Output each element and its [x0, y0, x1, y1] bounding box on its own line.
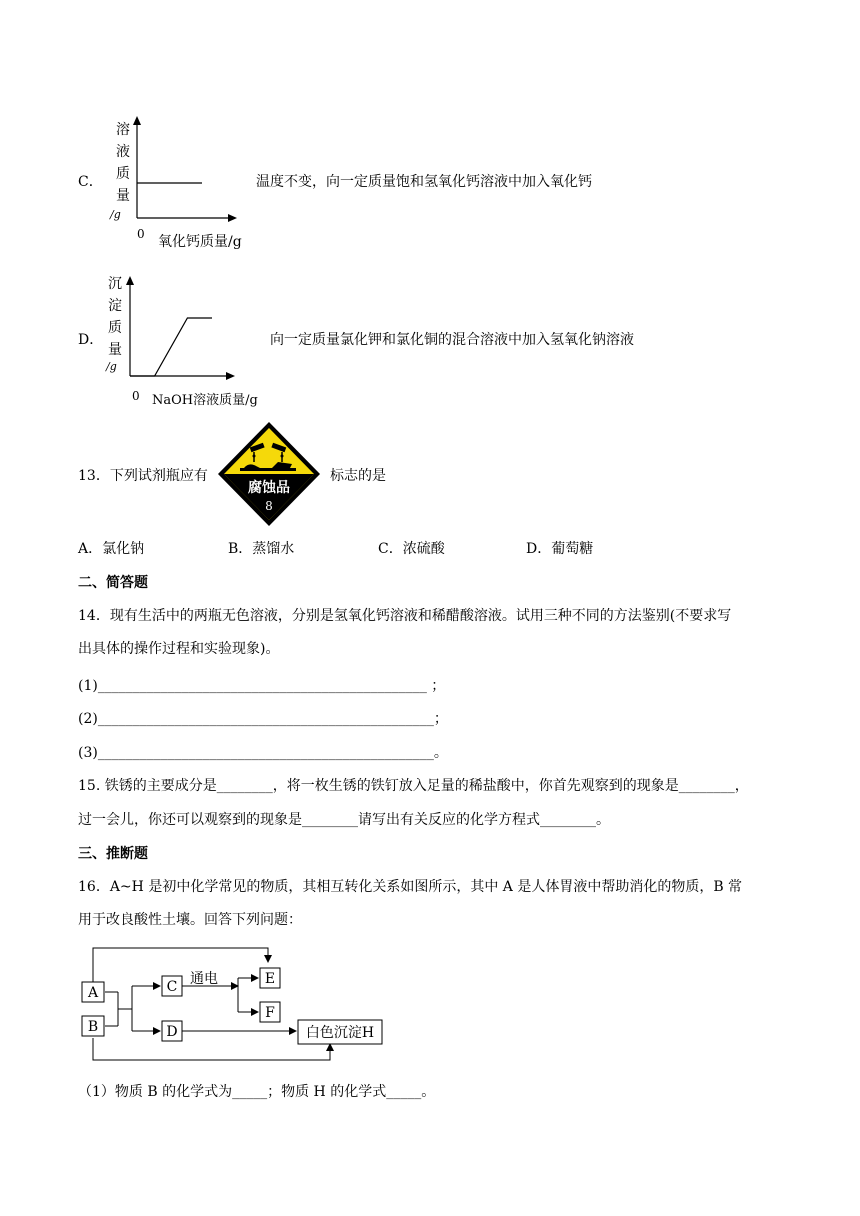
option-c-letter: C． — [78, 174, 103, 190]
option-c-y-arrow — [133, 116, 141, 125]
option-d-y-label-char: 质 — [108, 320, 122, 336]
option-d-y-label-char: 量 — [108, 342, 122, 358]
node-f-label: F — [265, 1005, 275, 1021]
node-b-label: B — [87, 1019, 99, 1035]
q13-prefix: 13．下列试剂瓶应有 — [78, 468, 208, 484]
corrosive-sign-icon — [216, 420, 322, 528]
option-d-x-arrow — [226, 372, 235, 380]
q14-line1: 14．现有生活中的两瓶无色溶液，分别是氢氧化钙溶液和稀醋酸溶液。试用三种不同的方法鉴别(不要求写 — [78, 608, 732, 624]
q13-suffix: 标志的是 — [330, 468, 386, 484]
option-d-letter: D． — [78, 332, 104, 348]
q14-blank-3: (3)________________________________________________。 — [78, 745, 448, 761]
edge-label-electrolysis: 通电 — [190, 971, 218, 987]
option-c-y-label-char: 量 — [116, 188, 130, 204]
node-c-label: C — [166, 979, 178, 995]
option-c-description: 温度不变，向一定质量饱和氢氧化钙溶液中加入氧化钙 — [256, 174, 592, 190]
option-d-y-label-char: 沉 — [108, 276, 122, 292]
sign-number: 8 — [265, 499, 273, 513]
q16-line1: 16．A~H 是初中化学常见的物质，其相互转化关系如图所示，其中 A 是人体胃液中帮助消化的物质，B 常 — [78, 879, 743, 895]
option-d-y-unit: /g — [106, 360, 117, 373]
option-d-y-label-char: 淀 — [108, 298, 122, 314]
q16-relation-diagram — [78, 940, 398, 1070]
option-d-origin: 0 — [132, 389, 140, 403]
q15-line1: 15. 铁锈的主要成分是________，将一枚生锈的铁钉放入足量的稀盐酸中，你首先观察到的现象是________， — [78, 778, 749, 794]
option-c-y-unit: /g — [110, 208, 121, 221]
option-d-description: 向一定质量氯化钾和氯化铜的混合溶液中加入氢氧化钠溶液 — [270, 332, 634, 348]
option-c-y-label-char: 液 — [116, 144, 130, 160]
section-heading-short-answer: 二、简答题 — [78, 575, 148, 591]
option-d-series-line — [130, 318, 212, 376]
option-d-chart — [100, 270, 280, 410]
q14-blank-2: (2)________________________________________________； — [78, 711, 448, 727]
node-d-label: D — [166, 1024, 178, 1040]
sign-text: 腐蚀品 — [248, 480, 290, 496]
section-heading-inference: 三、推断题 — [78, 846, 148, 862]
q15-line2: 过一会儿，你还可以观察到的现象是________请写出有关反应的化学方程式________。 — [78, 812, 610, 828]
option-c-y-label — [109, 121, 130, 221]
option-c-y-label-char: 质 — [116, 166, 130, 182]
node-h-label: 白色沉淀H — [305, 1025, 375, 1041]
q13-choice-b: B．蒸馏水 — [228, 541, 295, 557]
option-c-x-label: 氧化钙质量/g — [158, 234, 242, 250]
q16-line2: 用于改良酸性土壤。回答下列问题： — [78, 912, 302, 928]
node-e-label: E — [264, 971, 276, 987]
q13-choice-d: D．葡萄糖 — [526, 541, 594, 557]
option-c-y-label-char: 溶 — [116, 122, 130, 138]
option-c-chart — [100, 112, 260, 252]
option-d-y-arrow — [126, 276, 134, 285]
node-a-label: A — [87, 985, 99, 1001]
q13-choice-a: A．氯化钠 — [78, 541, 145, 557]
option-c-x-arrow — [228, 214, 237, 222]
q13-choice-c: C．浓硫酸 — [378, 541, 445, 557]
option-d-x-label: NaOH溶液质量/g — [152, 393, 258, 408]
q16-sub1: （1）物质 B 的化学式为_____；物质 H 的化学式_____。 — [78, 1084, 436, 1100]
option-c-origin: 0 — [137, 227, 145, 241]
q14-line2: 出具体的操作过程和实验现象)。 — [78, 641, 280, 657]
q14-blank-1: (1)_______________________________________________ ； — [78, 678, 446, 694]
